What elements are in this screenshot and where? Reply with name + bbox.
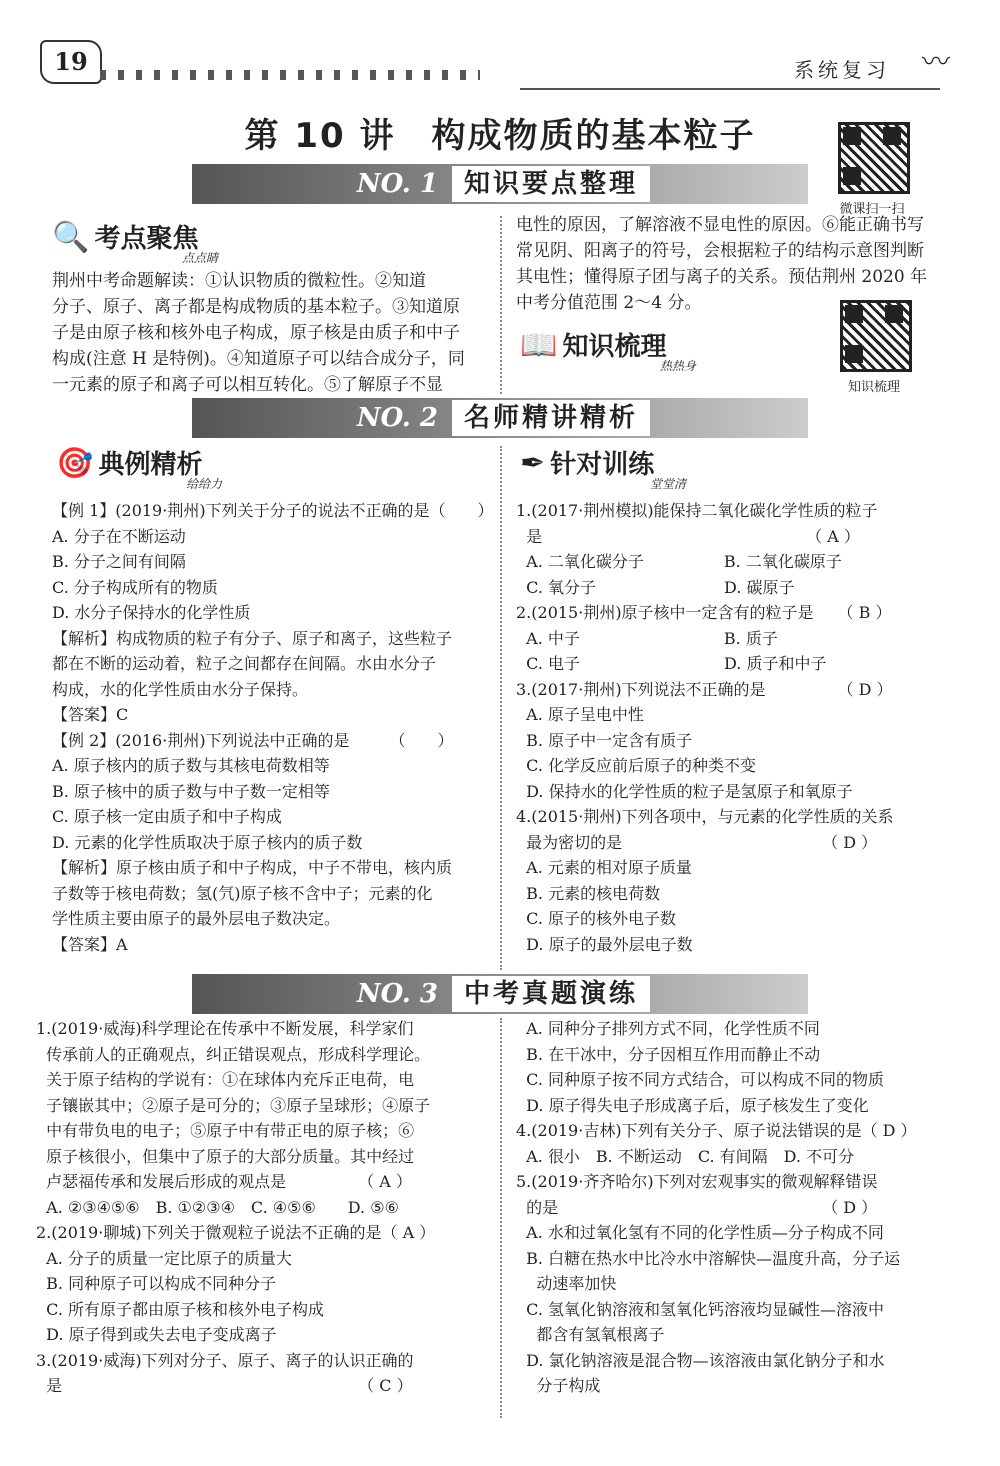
zhenti-line: A. 同种分子排列方式不同，化学性质不同	[516, 1019, 820, 1038]
qr-code-icon[interactable]	[838, 122, 910, 194]
zhenti-line: D. 原子得到或失去电子变成离子	[36, 1325, 277, 1344]
zhendui-line: 4.(2015·荆州)下列各项中，与元素的化学性质的关系	[516, 807, 894, 826]
dianli-line: 【例 1】(2019·荆州)下列关于分子的说法不正确的是（ ）	[52, 501, 494, 520]
book-icon: 📖	[520, 328, 558, 363]
column-divider	[500, 446, 502, 970]
dianli-line: 子数等于核电荷数；氢(氕)原子核不含中子；元素的化	[52, 883, 433, 903]
zhenti-line: 中有带负电的电子；⑤原子中有带正电的原子核；⑥	[36, 1121, 415, 1140]
pen-icon: ✒	[520, 446, 546, 481]
zhenti-line: D. 氯化钠溶液是混合物—该溶液由氯化钠分子和水	[516, 1350, 885, 1370]
dianli-line: B. 原子核中的质子数与中子数一定相等	[52, 781, 330, 801]
qr-caption: 微课扫一扫	[839, 202, 905, 217]
dianli-heading: 典例精析	[98, 450, 203, 480]
kaodian-line: 常见阴、阳离子的符号，会根据粒子的结构示意图判断	[516, 241, 924, 261]
band-number: NO. 1	[356, 169, 438, 199]
band-label: 中考真题演练	[452, 976, 650, 1012]
zhenti-right-body	[516, 1016, 966, 1399]
qr-block-1	[838, 122, 938, 217]
zhendui-line: 是 （ A ）	[516, 526, 860, 546]
zhenti-line: 分子构成	[516, 1376, 601, 1395]
dianli-line: 【答案】C	[52, 705, 129, 724]
zhenti-line: C. 氢氧化钠溶液和氢氧化钙溶液均显碱性—溶液中	[516, 1299, 885, 1319]
zhenti-line: 动速率加快	[516, 1274, 617, 1293]
zhenti-line: 都含有氢氧根离子	[516, 1325, 665, 1344]
zhenti-line: 原子核很小，但集中了原子的大部分质量。其中经过	[36, 1146, 415, 1166]
zhendui-line: 2.(2015·荆州)原子核中一定含有的粒子是 （ B ）	[516, 603, 892, 622]
zhendui-line: A. 二氧化碳分子 B. 二氧化碳原子	[516, 552, 842, 571]
section-band-2	[192, 398, 808, 438]
zhenti-line: A. 很小 B. 不断运动 C. 有间隔 D. 不可分	[516, 1146, 855, 1166]
zhenti-line: A. 水和过氧化氢有不同的化学性质—分子构成不同	[516, 1223, 884, 1242]
band-number: NO. 2	[356, 403, 438, 433]
zhenti-line: 3.(2019·威海)下列对分子、原子、离子的认识正确的	[36, 1350, 414, 1370]
dianli-sub: 给给力	[186, 477, 223, 491]
zhendui-line: C. 原子的核外电子数	[516, 909, 677, 928]
column-divider	[500, 216, 502, 394]
zhendui-heading: 针对训练	[550, 450, 655, 480]
dianli-line: C. 原子核一定由质子和中子构成	[52, 807, 282, 826]
zhishi-sub: 热热身	[660, 359, 697, 373]
section-band-1	[192, 164, 808, 204]
dianli-line: 【解析】原子核由质子和中子构成，中子不带电，核内质	[52, 858, 453, 877]
dianli-line: 都在不断的运动着，粒子之间都存在间隔。水由水分子	[52, 654, 437, 673]
kaodian-line: 电性的原因，了解溶液不显电性的原因。⑥能正确书写	[516, 215, 924, 235]
zhendui-line: 1.(2017·荆州模拟)能保持二氧化碳化学性质的粒子	[516, 501, 878, 520]
zhenti-line: C. 同种原子按不同方式结合，可以构成不同的物质	[516, 1070, 885, 1089]
zhendui-line: B. 元素的核电荷数	[516, 883, 661, 903]
dianli-line: B. 分子之间有间隔	[52, 552, 186, 571]
dianli-line: D. 水分子保持水的化学性质	[52, 603, 251, 622]
zhenti-line: 卢瑟福传承和发展后形成的观点是 （ A ）	[36, 1172, 412, 1191]
qr-code-icon[interactable]	[840, 300, 912, 372]
kaodian-line: 构成(注意 H 是特例)。④知道原子可以结合成分子，同	[52, 349, 465, 369]
band-label: 知识要点整理	[452, 166, 650, 202]
section-label: 系统复习	[794, 58, 890, 82]
zhenti-line: B. 白糖在热水中比冷水中溶解快—温度升高，分子运	[516, 1248, 901, 1268]
zhendui-line: C. 电子 D. 质子和中子	[516, 654, 827, 673]
zhenti-line: B. 在干冰中，分子因相互作用而静止不动	[516, 1044, 821, 1064]
dianli-body	[52, 498, 492, 957]
dianli-line: D. 元素的化学性质取决于原子核内的质子数	[52, 832, 363, 852]
qr-block-2	[840, 300, 940, 395]
dianli-heading-block	[56, 444, 222, 492]
kaodian-heading-block	[52, 218, 218, 266]
zhenti-line: D. 原子得失电子形成离子后，原子核发生了变化	[516, 1095, 869, 1115]
zhendui-line: A. 中子 B. 质子	[516, 628, 778, 648]
zhendui-line: 最为密切的是 （ D ）	[516, 832, 878, 852]
dianli-line: A. 原子核内的质子数与其核电荷数相等	[52, 756, 330, 775]
zhenti-line: 传承前人的正确观点，纠正错误观点，形成科学理论。	[36, 1044, 431, 1064]
dianli-line: 【例 2】(2016·荆州)下列说法中正确的是 （ ）	[52, 730, 454, 750]
zhenti-line: 5.(2019·齐齐哈尔)下列对宏观事实的微观解释错误	[516, 1172, 878, 1191]
zhendui-line: C. 化学反应前后原子的种类不变	[516, 756, 757, 775]
zhendui-line: 3.(2017·荆州)下列说法不正确的是 （ D ）	[516, 679, 893, 699]
zhenti-line: A. ②③④⑤⑥ B. ①②③④ C. ④⑤⑥ D. ⑤⑥	[36, 1197, 399, 1217]
page-title: 第 10 讲 构成物质的基本粒子	[244, 116, 756, 156]
band-number: NO. 3	[356, 979, 438, 1009]
zhendui-line: D. 保持水的化学性质的粒子是氢原子和氧原子	[516, 781, 853, 801]
zhenti-line: 1.(2019·威海)科学理论在传承中不断发展，科学家们	[36, 1019, 414, 1038]
zhenti-line: A. 分子的质量一定比原子的质量大	[36, 1248, 292, 1268]
dianli-line: 学性质主要由原子的最外层电子数决定。	[52, 909, 341, 928]
zhenti-line: 关于原子结构的学说有：①在球体内充斥正电荷，电	[36, 1070, 415, 1089]
qr-caption: 知识梳理	[847, 380, 900, 395]
section-band-3	[192, 974, 808, 1014]
kaodian-line: 子是由原子核和核外电子构成，原子核是由质子和中子	[52, 323, 460, 343]
zhendui-sub: 堂堂清	[650, 477, 687, 491]
magnifier-icon: 🔍	[52, 220, 90, 255]
kaodian-line: 分子、原子、离子都是构成物质的基本粒子。③知道原	[52, 297, 460, 317]
band-label: 名师精讲精析	[452, 400, 650, 436]
header-dots-divider	[100, 70, 480, 80]
zhendui-line: B. 原子中一定含有质子	[516, 730, 693, 750]
zhenti-line: 2.(2019·聊城)下列关于微观粒子说法不正确的是（ A ）	[36, 1223, 436, 1242]
column-divider	[500, 1018, 502, 1418]
kaodian-line: 荆州中考命题解读：①认识物质的微粒性。②知道	[52, 271, 426, 291]
zhishi-heading: 知识梳理	[562, 332, 667, 362]
kaodian-line: 其电性；懂得原子团与离子的关系。预估荆州 2020 年	[516, 267, 928, 287]
zhenti-line: C. 所有原子都由原子核和核外电子构成	[36, 1299, 325, 1319]
zhishi-heading-block	[520, 326, 696, 374]
zhendui-line: C. 氧分子 D. 碳原子	[516, 577, 795, 597]
dart-icon: 🎯	[56, 446, 94, 481]
page-number: 19	[40, 40, 102, 84]
dianli-line: 构成，水的化学性质由水分子保持。	[52, 679, 309, 699]
kaodian-body	[52, 268, 492, 398]
zhenti-line: 的是 （ D ）	[516, 1197, 878, 1217]
header-rule	[520, 88, 940, 90]
dianli-line: 【解析】构成物质的粒子有分子、原子和离子，这些粒子	[52, 628, 453, 648]
zhenti-line: 是 （ C ）	[36, 1376, 413, 1395]
zhendui-body	[516, 498, 956, 957]
zhendui-line: A. 原子呈电中性	[516, 705, 644, 724]
dianli-line: 【答案】A	[52, 934, 128, 954]
zhenti-left-body	[36, 1016, 492, 1399]
dianli-line: C. 分子构成所有的物质	[52, 577, 218, 597]
bird-icon: 〰	[921, 45, 950, 78]
kaodian-line: 中考分值范围 2～4 分。	[516, 293, 702, 313]
kaodian-heading: 考点聚焦	[94, 224, 199, 254]
dianli-line: A. 分子在不断运动	[52, 526, 186, 546]
kaodian-line: 一元素的原子和离子可以相互转化。⑤了解原子不显	[52, 375, 443, 395]
zhendui-heading-block	[520, 444, 686, 492]
zhenti-line: 4.(2019·吉林)下列有关分子、原子说法错误的是（ D ）	[516, 1121, 917, 1140]
zhendui-line: D. 原子的最外层电子数	[516, 934, 693, 954]
zhendui-line: A. 元素的相对原子质量	[516, 858, 692, 877]
kaodian-sub: 点点睛	[182, 251, 219, 265]
zhenti-line: B. 同种原子可以构成不同种分子	[36, 1274, 277, 1293]
zhenti-line: 子镶嵌其中；②原子是可分的；③原子呈球形；④原子	[36, 1095, 431, 1115]
